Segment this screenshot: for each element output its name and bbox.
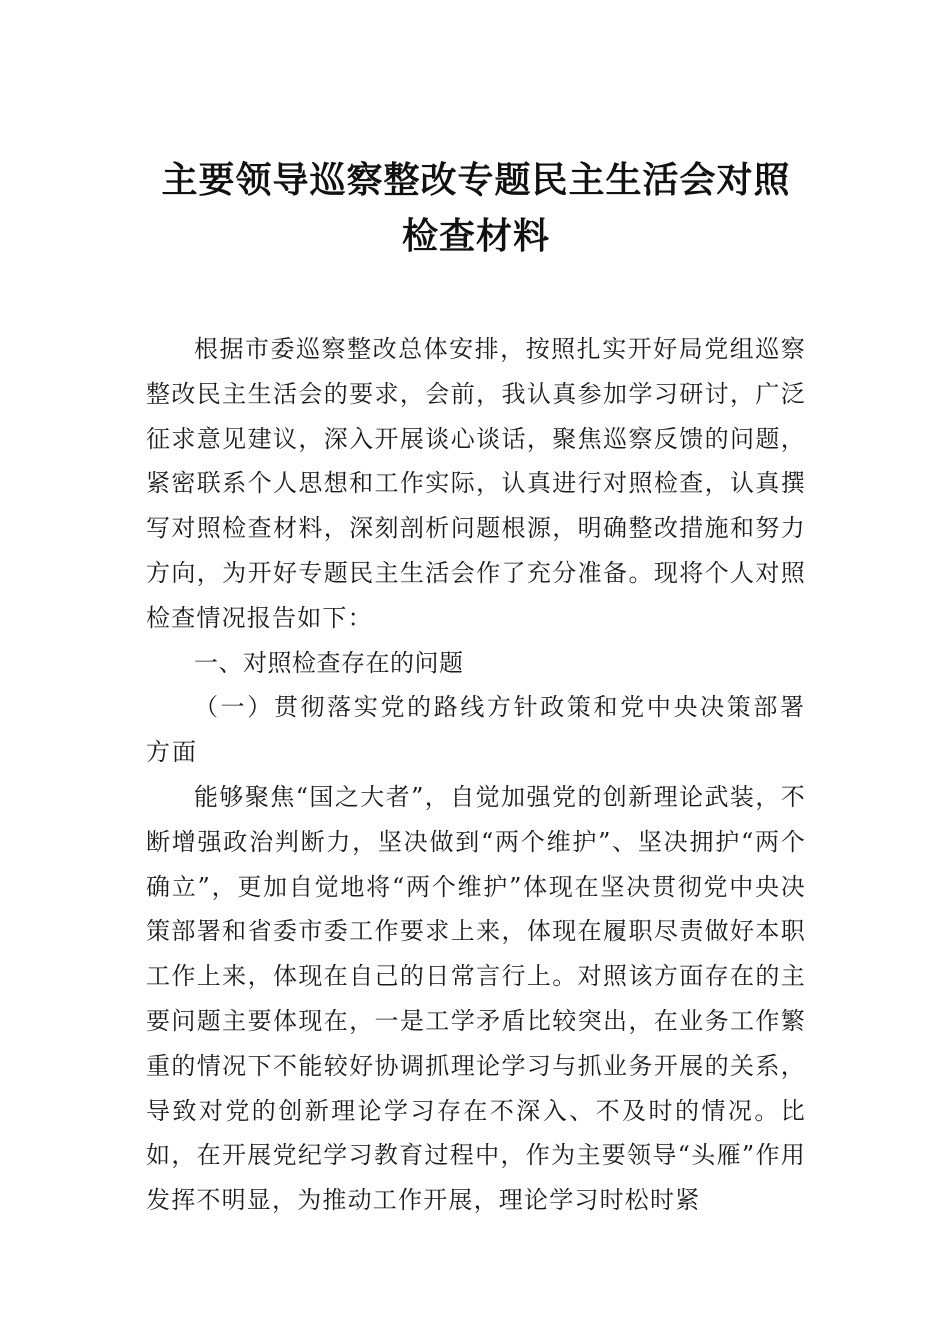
section-heading: 一、对照检查存在的问题 <box>194 648 464 677</box>
intro-paragraph: 根据市委巡察整改总体安排，按照扎实开好局党组巡察整改民主生活会的要求，会前，我认真参加学习研讨，广泛征求意见建议，深入开展谈心谈话，聚焦巡察反馈的问题，紧密联系个人思想和工作实际，认真进行对照检查，认真撰写对照检查材料，深刻剖析问题根源，明确整改措施和努力方向，为开好专题民主生活会作了充分准备。现将个人对照检查情况报告如下： <box>146 335 806 632</box>
subsection-heading: （一）贯彻落实党的路线方针政策和党中央决策部署方面 <box>146 693 806 767</box>
document-title: 主要领导巡察整改专题民主生活会对照检查材料 <box>161 159 791 257</box>
body-paragraph: 能够聚焦“国之大者”，自觉加强党的创新理论武装，不断增强政治判断力，坚决做到“两个维护”、坚决拥护“两个确立”，更加自觉地将“两个维护”体现在坚决贯彻党中央决策部署和省委市委工作要求上来，体现在履职尽责做好本职工作上来，体现在自己的日常言行上。对照该方面存在的主要问题主要体现在，一是工学矛盾比较突出，在业务工作繁重的情况下不能较好协调抓理论学习与抓业务开展的关系，导致对党的创新理论学习存在不深入、不及时的情况。比如，在开展党纪学习教育过程中，作为主要领导“头雁”作用发挥不明显，为推动工作开展，理论学习时松时紧 <box>146 782 806 1215</box>
document-body <box>146 327 806 1223</box>
